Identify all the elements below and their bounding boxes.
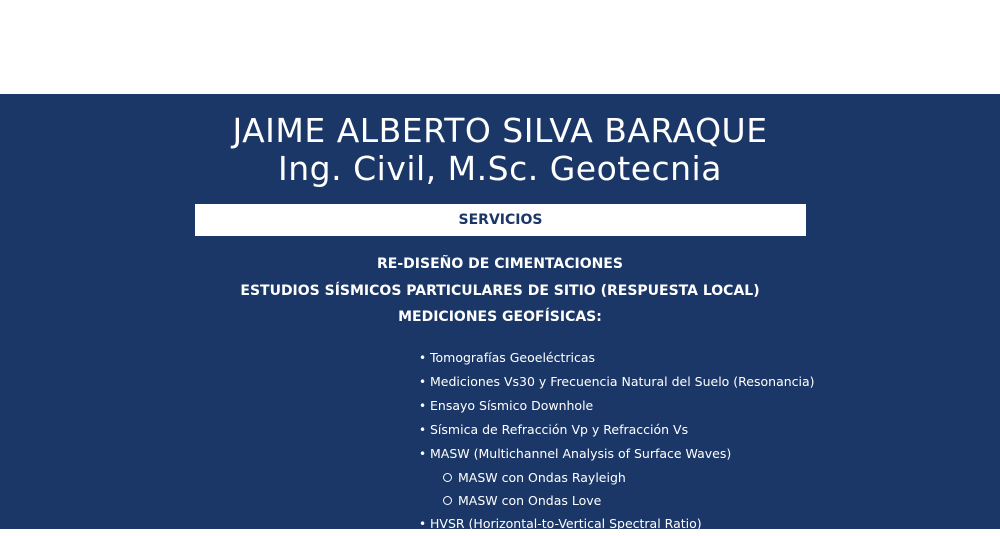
list-item [419,346,815,370]
list-item-label: Tomografías Geoeléctricas [430,350,596,365]
page-subtitle: Ing. Civil, M.Sc. Geotecnia [278,149,722,188]
list-item [419,512,815,536]
list-item [419,442,815,466]
page-title-name: JAIME ALBERTO SILVA BARAQUE [232,111,768,150]
list-item-label: Ensayo Sísmico Downhole [430,398,594,413]
service-heading-estudios-sismicos: ESTUDIOS SÍSMICOS PARTICULARES DE SITIO (RESPUESTA LOCAL) [240,283,760,299]
list-item [419,394,815,418]
list-item-label: MASW (Multichannel Analysis of Surface Waves) [430,446,732,461]
circle-bullet-icon [443,473,452,482]
bullet-icon: • [419,447,427,461]
services-bar [195,204,806,236]
bullet-icon: • [419,423,427,437]
service-list [419,346,815,536]
sub-list-item [419,489,815,512]
bullet-icon: • [419,351,427,365]
service-heading-cimentaciones: RE-DISEÑO DE CIMENTACIONES [377,256,623,272]
list-item-label: MASW con Ondas Love [458,493,602,508]
main-panel [0,94,1000,529]
list-item-label: Sísmica de Refracción Vp y Refracción Vs [430,422,689,437]
services-label: SERVICIOS [458,212,543,228]
list-item [419,370,815,394]
top-whitespace [0,0,1000,94]
list-item [419,418,815,442]
circle-bullet-icon [443,496,452,505]
bullet-icon: • [419,399,427,413]
bullet-icon: • [419,517,427,531]
service-heading-mediciones-geofisicas: MEDICIONES GEOFÍSICAS: [398,309,602,325]
bullet-icon: • [419,375,427,389]
list-item-label: HVSR (Horizontal-to-Vertical Spectral Ratio) [430,516,702,531]
list-item-label: Mediciones Vs30 y Frecuencia Natural del Suelo (Resonancia) [430,374,815,389]
list-item-label: MASW con Ondas Rayleigh [458,470,626,485]
sub-list-item [419,466,815,489]
